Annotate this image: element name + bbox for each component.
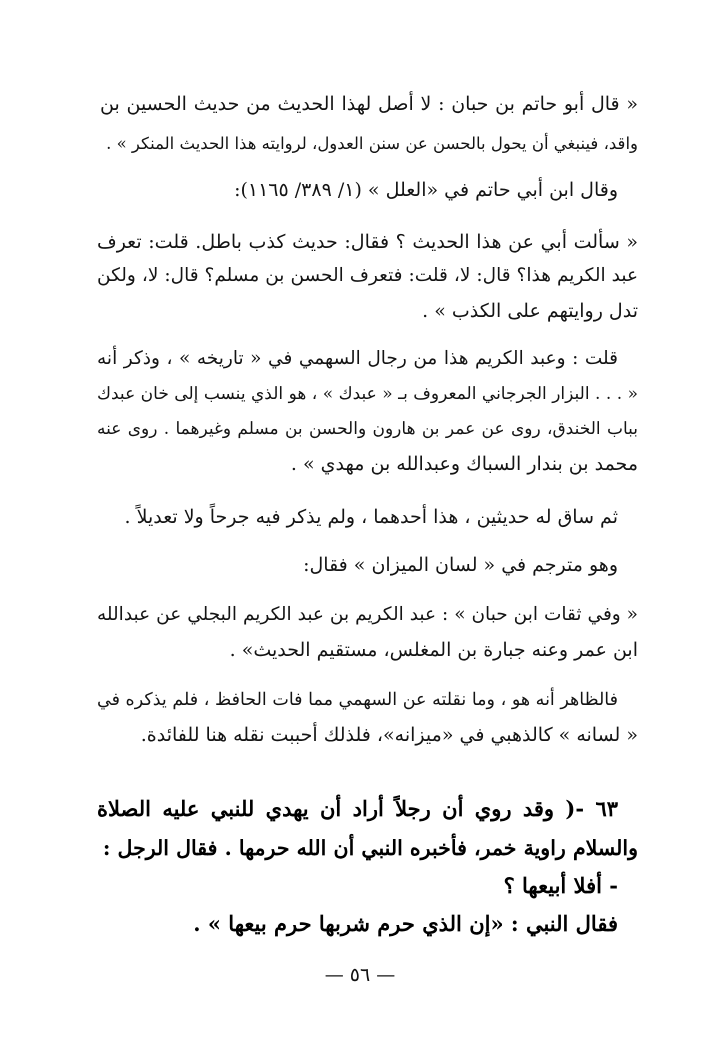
- text-line: عبد الكريم هذا؟ قال: لا، قلت: فتعرف الحسن بن مسلم؟ قال: لا، ولكن: [97, 265, 638, 286]
- text-line: « . . . البزار الجرجاني المعروف بـ « عبدك » ، هو الذي ينسب إلى خان عبدك: [97, 384, 638, 404]
- text-line: تدل روايتهم على الكذب » .: [422, 300, 638, 322]
- text-line: ابن عمر وعنه جبارة بن المغلس، مستقيم الحديث» .: [229, 639, 638, 661]
- text-line: وقال ابن أبي حاتم في «العلل » (١/ ٣٨٩/ ١١٦٥):: [234, 179, 618, 201]
- text-line: « قال أبو حاتم بن حبان : لا أصل لهذا الحديث من حديث الحسين بن: [100, 93, 638, 115]
- text-line: بباب الخندق، روى عن عمر بن هارون والحسن بن مسلم وغيرهما . روى عنه: [97, 419, 638, 439]
- page-number: — ٥٦ —: [324, 964, 396, 986]
- text-line: « وفي ثقات ابن حبان » : عبد الكريم بن عبد الكريم البجلي عن عبدالله: [97, 604, 638, 625]
- hadith-63-line: والسلام راوية خمر، فأخبره النبي أن الله حرمها . فقال الرجل :: [102, 836, 638, 860]
- text-line: محمد بن بندار السباك وعبدالله بن مهدي » .: [290, 453, 638, 475]
- text-line: « لسانه » كالذهبي في «ميزانه»، فلذلك أحببت نقله هنا للفائدة.: [140, 724, 638, 746]
- text-line: واقد، فينبغي أن يحول بالحسن عن سنن العدول، لروايته هذا الحديث المنكر » .: [106, 134, 638, 153]
- text-line: قلت : وعبد الكريم هذا من رجال السهمي في « تاريخه » ، وذكر أنه: [97, 348, 618, 369]
- hadith-63-line: فقال النبي : «إن الذي حرم شربها حرم بيعها » .: [193, 911, 618, 936]
- text-line: « سألت أبي عن هذا الحديث ؟ فقال: حديث كذب باطل. قلت: تعرف: [97, 231, 638, 253]
- text-line: فالظاهر أنه هو ، وما نقلته عن السهمي مما فات الحافظ ، فلم يذكره في: [97, 690, 618, 710]
- hadith-63-line: - أفلا أبيعها ؟: [503, 873, 618, 898]
- text-line: وهو مترجم في « لسان الميزان » فقال:: [303, 554, 618, 576]
- text-line: ثم ساق له حديثين ، هذا أحدهما ، ولم يذكر فيه جرحاً ولا تعديلاً .: [124, 506, 618, 528]
- hadith-63-line: ٦٣ -( وقد روي أن رجلاً أراد أن يهدي للنبي عليه الصلاة: [97, 796, 618, 821]
